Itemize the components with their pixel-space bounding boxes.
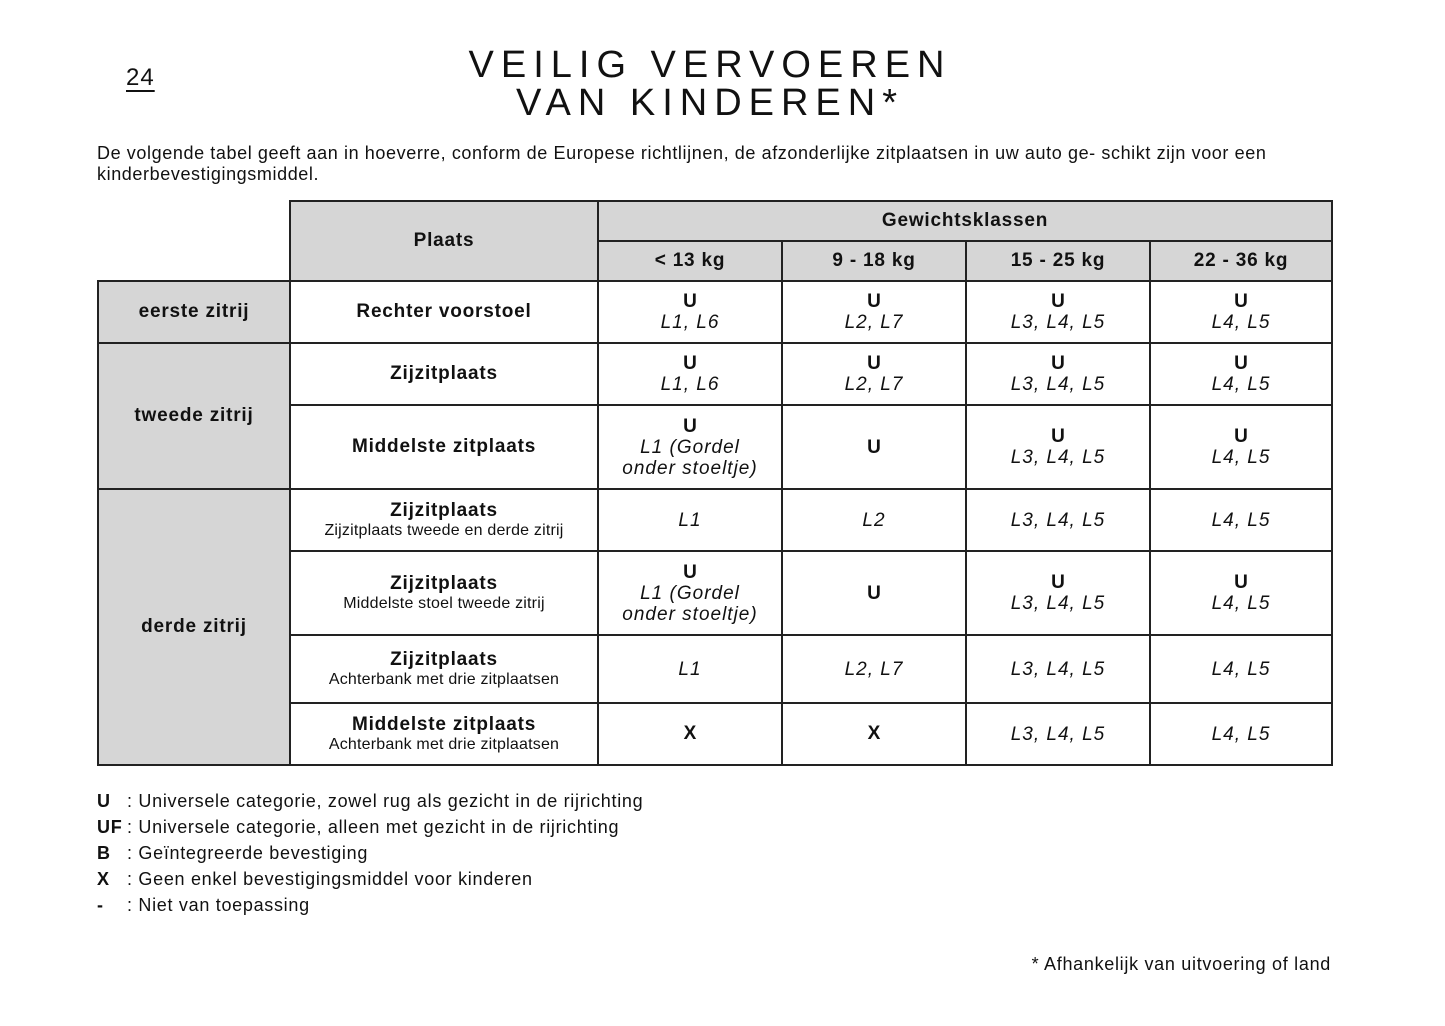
intro-paragraph: De volgende tabel geeft aan in hoeverre, conform de Europese richtlijnen, de afzonderlijke zitplaatsen in uw auto ge- schikt zijn voor een kinderbevestigingsmiddel. (97, 143, 1267, 184)
value-l: L1, L6 (660, 312, 720, 333)
value-u: U (683, 353, 697, 374)
value-l: L1, L6 (660, 374, 720, 395)
value-cell (598, 635, 782, 703)
legend-item (97, 840, 643, 866)
value-cell (1150, 703, 1332, 765)
value-u: U (683, 561, 697, 583)
legend-code: U (97, 791, 111, 811)
value-cell (598, 489, 782, 551)
value-cell (782, 635, 966, 703)
value-cell (598, 703, 782, 765)
legend-separator: : (127, 895, 133, 915)
value-u: U (867, 582, 881, 604)
header-weight-classes: Gewichtsklassen (598, 201, 1332, 241)
legend-separator: : (127, 869, 133, 889)
legend-text: Geen enkel bevestigingsmiddel voor kinderen (138, 869, 533, 889)
place-name: Rechter voorstoel (356, 301, 532, 322)
legend-item (97, 892, 643, 918)
page-title (400, 46, 1020, 122)
table-row (98, 343, 1332, 405)
value-l: L1 (Gordel (640, 582, 740, 604)
value-u: U (1051, 426, 1065, 447)
legend-item (97, 788, 643, 814)
value-u: U (1051, 291, 1065, 312)
child-seat-table (97, 200, 1333, 766)
value-l: L4, L5 (1211, 723, 1271, 745)
place-name: Zijzitplaats (390, 573, 498, 594)
group-label: tweede zitrij (98, 343, 290, 489)
value-x: X (683, 723, 697, 744)
value-cell (782, 405, 966, 489)
value-cell (598, 551, 782, 635)
title-line-1: VEILIG VERVOEREN (468, 44, 952, 86)
value-cell (1150, 343, 1332, 405)
value-u: U (867, 291, 881, 312)
legend-separator: : (127, 843, 133, 863)
legend (97, 788, 643, 918)
value-u: U (1051, 353, 1065, 374)
value-cell (782, 281, 966, 343)
place-name: Zijzitplaats (390, 649, 498, 670)
value-cell (966, 635, 1150, 703)
value-l: L2 (862, 509, 886, 531)
place-cell (290, 281, 598, 343)
value-l: L4, L5 (1211, 447, 1271, 468)
place-name: Zijzitplaats (390, 363, 498, 384)
value-l: L4, L5 (1211, 658, 1271, 680)
place-subtitle: Achterbank met drie zitplaatsen (328, 736, 560, 753)
value-cell (1150, 551, 1332, 635)
legend-text: Geïntegreerde bevestiging (138, 843, 369, 863)
legend-item (97, 814, 643, 840)
place-cell (290, 635, 598, 703)
place-cell (290, 489, 598, 551)
header-weight-class: 9 - 18 kg (782, 241, 966, 281)
legend-text: Universele categorie, zowel rug als gezicht in de rijrichting (138, 791, 644, 811)
value-l: L3, L4, L5 (1010, 374, 1106, 395)
value-u: U (1234, 353, 1248, 374)
value-u: U (867, 436, 881, 458)
value-l: onder stoeltje) (622, 603, 758, 625)
value-u: U (683, 415, 697, 437)
place-subtitle: Middelste stoel tweede zitrij (343, 595, 545, 612)
group-label: eerste zitrij (98, 281, 290, 343)
table-row (98, 489, 1332, 551)
header-place: Plaats (290, 201, 598, 281)
footnote: * Afhankelijk van uitvoering of land (1031, 954, 1331, 974)
value-cell (966, 489, 1150, 551)
value-u: U (867, 353, 881, 374)
place-cell (290, 703, 598, 765)
place-name: Zijzitplaats (390, 500, 498, 521)
value-l: L3, L4, L5 (1010, 658, 1106, 680)
value-cell (782, 703, 966, 765)
value-cell (598, 281, 782, 343)
value-l: L3, L4, L5 (1010, 447, 1106, 468)
value-l: L2, L7 (844, 658, 904, 680)
page-number: 24 (126, 64, 155, 91)
title-line-2: VAN KINDEREN* (515, 82, 905, 124)
header-weight-class: 15 - 25 kg (966, 241, 1150, 281)
value-l: L3, L4, L5 (1010, 723, 1106, 745)
place-cell (290, 551, 598, 635)
value-cell (598, 405, 782, 489)
value-cell (966, 551, 1150, 635)
place-cell (290, 405, 598, 489)
place-name: Middelste zitplaats (351, 436, 537, 457)
value-cell (966, 405, 1150, 489)
place-cell (290, 343, 598, 405)
legend-text: Niet van toepassing (138, 895, 310, 915)
value-l: L4, L5 (1211, 593, 1271, 614)
header-weight-class: < 13 kg (598, 241, 782, 281)
value-u: U (1051, 572, 1065, 593)
value-l: onder stoeltje) (622, 457, 758, 479)
table-corner (98, 201, 290, 281)
value-l: L1 (678, 658, 702, 680)
value-l: L3, L4, L5 (1010, 593, 1106, 614)
value-cell (1150, 635, 1332, 703)
legend-code: - (97, 895, 104, 915)
value-cell (966, 343, 1150, 405)
value-x: X (867, 723, 881, 744)
value-l: L3, L4, L5 (1010, 509, 1106, 531)
value-cell (782, 489, 966, 551)
legend-text: Universele categorie, alleen met gezicht in de rijrichting (138, 817, 620, 837)
value-l: L2, L7 (844, 312, 904, 333)
value-l: L1 (Gordel (640, 436, 740, 458)
table-row (98, 281, 1332, 343)
place-name: Middelste zitplaats (351, 714, 537, 735)
value-l: L3, L4, L5 (1010, 312, 1106, 333)
value-cell (598, 343, 782, 405)
value-cell (1150, 405, 1332, 489)
place-subtitle: Zijzitplaats tweede en derde zitrij (324, 522, 564, 539)
legend-code: X (97, 869, 110, 889)
legend-separator: : (127, 791, 133, 811)
value-cell (782, 551, 966, 635)
legend-code: B (97, 843, 111, 863)
value-cell (966, 703, 1150, 765)
value-l: L4, L5 (1211, 509, 1271, 531)
value-l: L4, L5 (1211, 312, 1271, 333)
value-u: U (1234, 426, 1248, 447)
value-l: L1 (678, 509, 702, 531)
legend-item (97, 866, 643, 892)
legend-code: UF (97, 817, 123, 837)
value-l: L4, L5 (1211, 374, 1271, 395)
value-cell (1150, 489, 1332, 551)
value-u: U (1234, 572, 1248, 593)
value-cell (782, 343, 966, 405)
value-cell (1150, 281, 1332, 343)
header-weight-class: 22 - 36 kg (1150, 241, 1332, 281)
value-l: L2, L7 (844, 374, 904, 395)
place-subtitle: Achterbank met drie zitplaatsen (328, 671, 560, 688)
value-u: U (1234, 291, 1248, 312)
legend-separator: : (127, 817, 133, 837)
value-cell (966, 281, 1150, 343)
value-u: U (683, 291, 697, 312)
group-label: derde zitrij (98, 489, 290, 765)
